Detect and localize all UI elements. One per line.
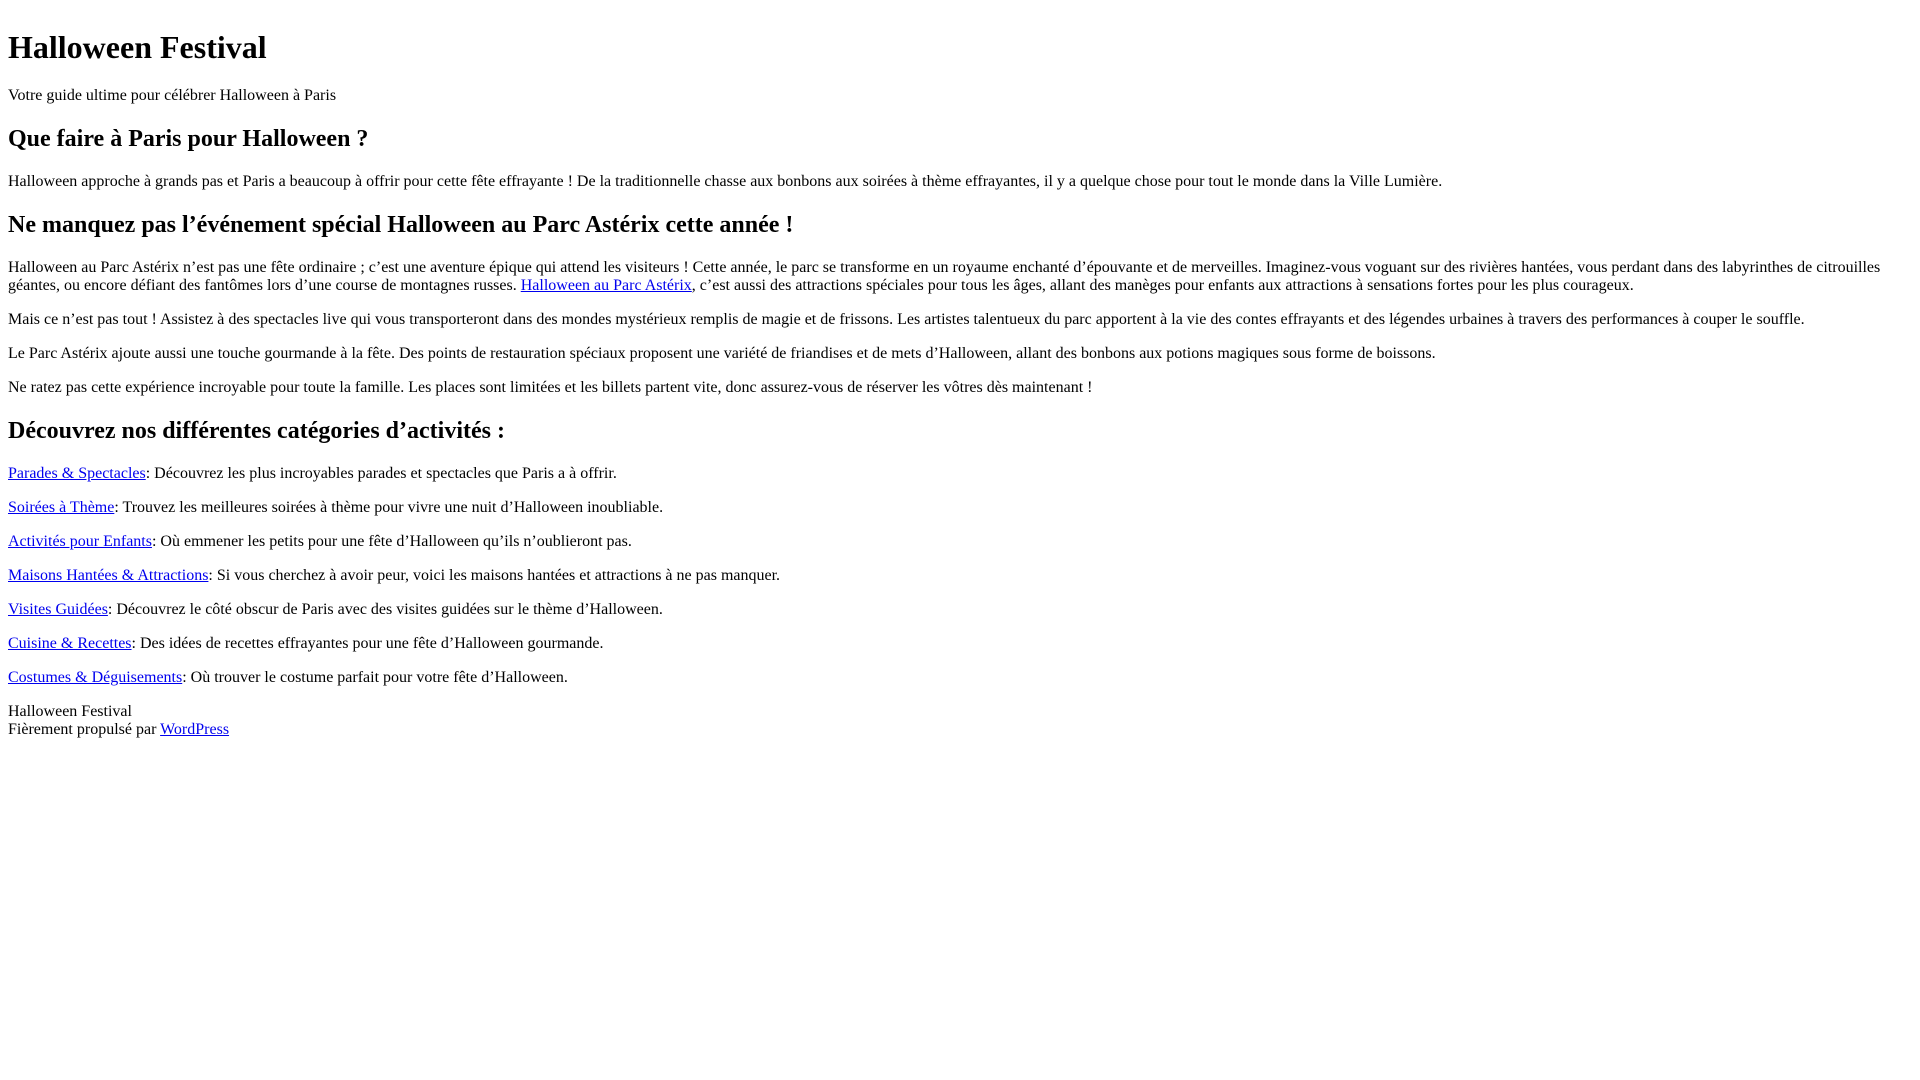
category-link-cuisine[interactable]: Cuisine & Recettes	[8, 635, 132, 652]
category-link-parades[interactable]: Parades & Spectacles	[8, 465, 146, 482]
site-header	[8, 29, 1912, 105]
category-description: : Trouvez les meilleures soirées à thème pour vivre une nuit d’Halloween inoubliable.	[114, 499, 664, 516]
category-item	[8, 499, 1912, 517]
section-heading-que-faire: Que faire à Paris pour Halloween ?	[8, 126, 369, 152]
category-item	[8, 567, 1912, 585]
wordpress-link[interactable]: WordPress	[160, 721, 230, 738]
category-description: : Découvrez les plus incroyables parades et spectacles que Paris a à offrir.	[145, 465, 617, 482]
parc-asterix-link[interactable]: Halloween au Parc Astérix	[520, 277, 692, 294]
footer-site-name: Halloween Festival	[8, 703, 132, 720]
category-description: : Où trouver le costume parfait pour votre fête d’Halloween.	[182, 669, 568, 686]
section-heading-parc-asterix: Ne manquez pas l’événement spécial Halloween au Parc Astérix cette année !	[8, 212, 794, 238]
category-link-visites[interactable]: Visites Guidées	[8, 601, 108, 618]
main-content	[8, 125, 1912, 687]
site-title: Halloween Festival	[8, 29, 267, 65]
site-footer	[8, 703, 1912, 739]
category-link-soirees[interactable]: Soirées à Thème	[8, 499, 115, 516]
parc-asterix-paragraph-4: Ne ratez pas cette expérience incroyable pour toute la famille. Les places sont limitées et les billets partent vite, donc assurez-vous de réserver les vôtres dès maintenant !	[8, 379, 1093, 396]
category-link-enfants[interactable]: Activités pour Enfants	[8, 533, 152, 550]
category-link-maisons-hantees[interactable]: Maisons Hantées & Attractions	[8, 567, 209, 584]
paragraph-text: , c’est aussi des attractions spéciales pour tous les âges, allant des manèges pour enfants aux attractions à sensations fortes pour les plus courageux.	[691, 277, 1634, 294]
site-tagline: Votre guide ultime pour célébrer Halloween à Paris	[8, 87, 337, 104]
parc-asterix-paragraph-2: Mais ce n’est pas tout ! Assistez à des spectacles live qui vous transporteront dans des mondes mystérieux remplis de magie et de frissons. Les artistes talentueux du parc apportent à la vie des contes effrayants et des légendes urbaines à travers des performances à couper le souffle.	[8, 311, 1805, 328]
paragraph-text: Halloween au Parc Astérix n’est pas une fête ordinaire ; c’est une aventure épique qui attend les visiteurs ! Cette année, le parc se transforme en un royaume enchanté d’épouvante et de merveilles. Imaginez-vous voguant sur des rivières hantées, vous perdant dans des labyrinthes de citrouilles géantes, ou encore défiant des fantômes lors d’une course de montagnes russes.	[8, 259, 1881, 294]
category-description: : Où emmener les petits pour une fête d’Halloween qu’ils n’oublieront pas.	[151, 533, 632, 550]
category-item	[8, 601, 1912, 619]
footer-powered-text: Fièrement propulsé par	[8, 721, 161, 738]
category-description: : Si vous cherchez à avoir peur, voici les maisons hantées et attractions à ne pas manquer.	[208, 567, 781, 584]
category-description: : Découvrez le côté obscur de Paris avec des visites guidées sur le thème d’Halloween.	[107, 601, 663, 618]
category-link-costumes[interactable]: Costumes & Déguisements	[8, 669, 183, 686]
category-item	[8, 669, 1912, 687]
footer-powered-by	[8, 721, 1912, 739]
category-item	[8, 635, 1912, 653]
category-item	[8, 465, 1912, 483]
section-heading-categories: Découvrez nos différentes catégories d’activités :	[8, 418, 505, 444]
category-description: : Des idées de recettes effrayantes pour une fête d’Halloween gourmande.	[131, 635, 604, 652]
intro-paragraph: Halloween approche à grands pas et Paris a beaucoup à offrir pour cette fête effrayante ! De la traditionnelle chasse aux bonbons aux soirées à thème effrayantes, il y a quelque chose pour tout le monde dans la Ville Lumière.	[8, 173, 1443, 190]
parc-asterix-paragraph-3: Le Parc Astérix ajoute aussi une touche gourmande à la fête. Des points de restauration spéciaux proposent une variété de friandises et de mets d’Halloween, allant des bonbons aux potions magiques sous forme de boissons.	[8, 345, 1436, 362]
category-item	[8, 533, 1912, 551]
parc-asterix-paragraph-1	[8, 259, 1912, 295]
